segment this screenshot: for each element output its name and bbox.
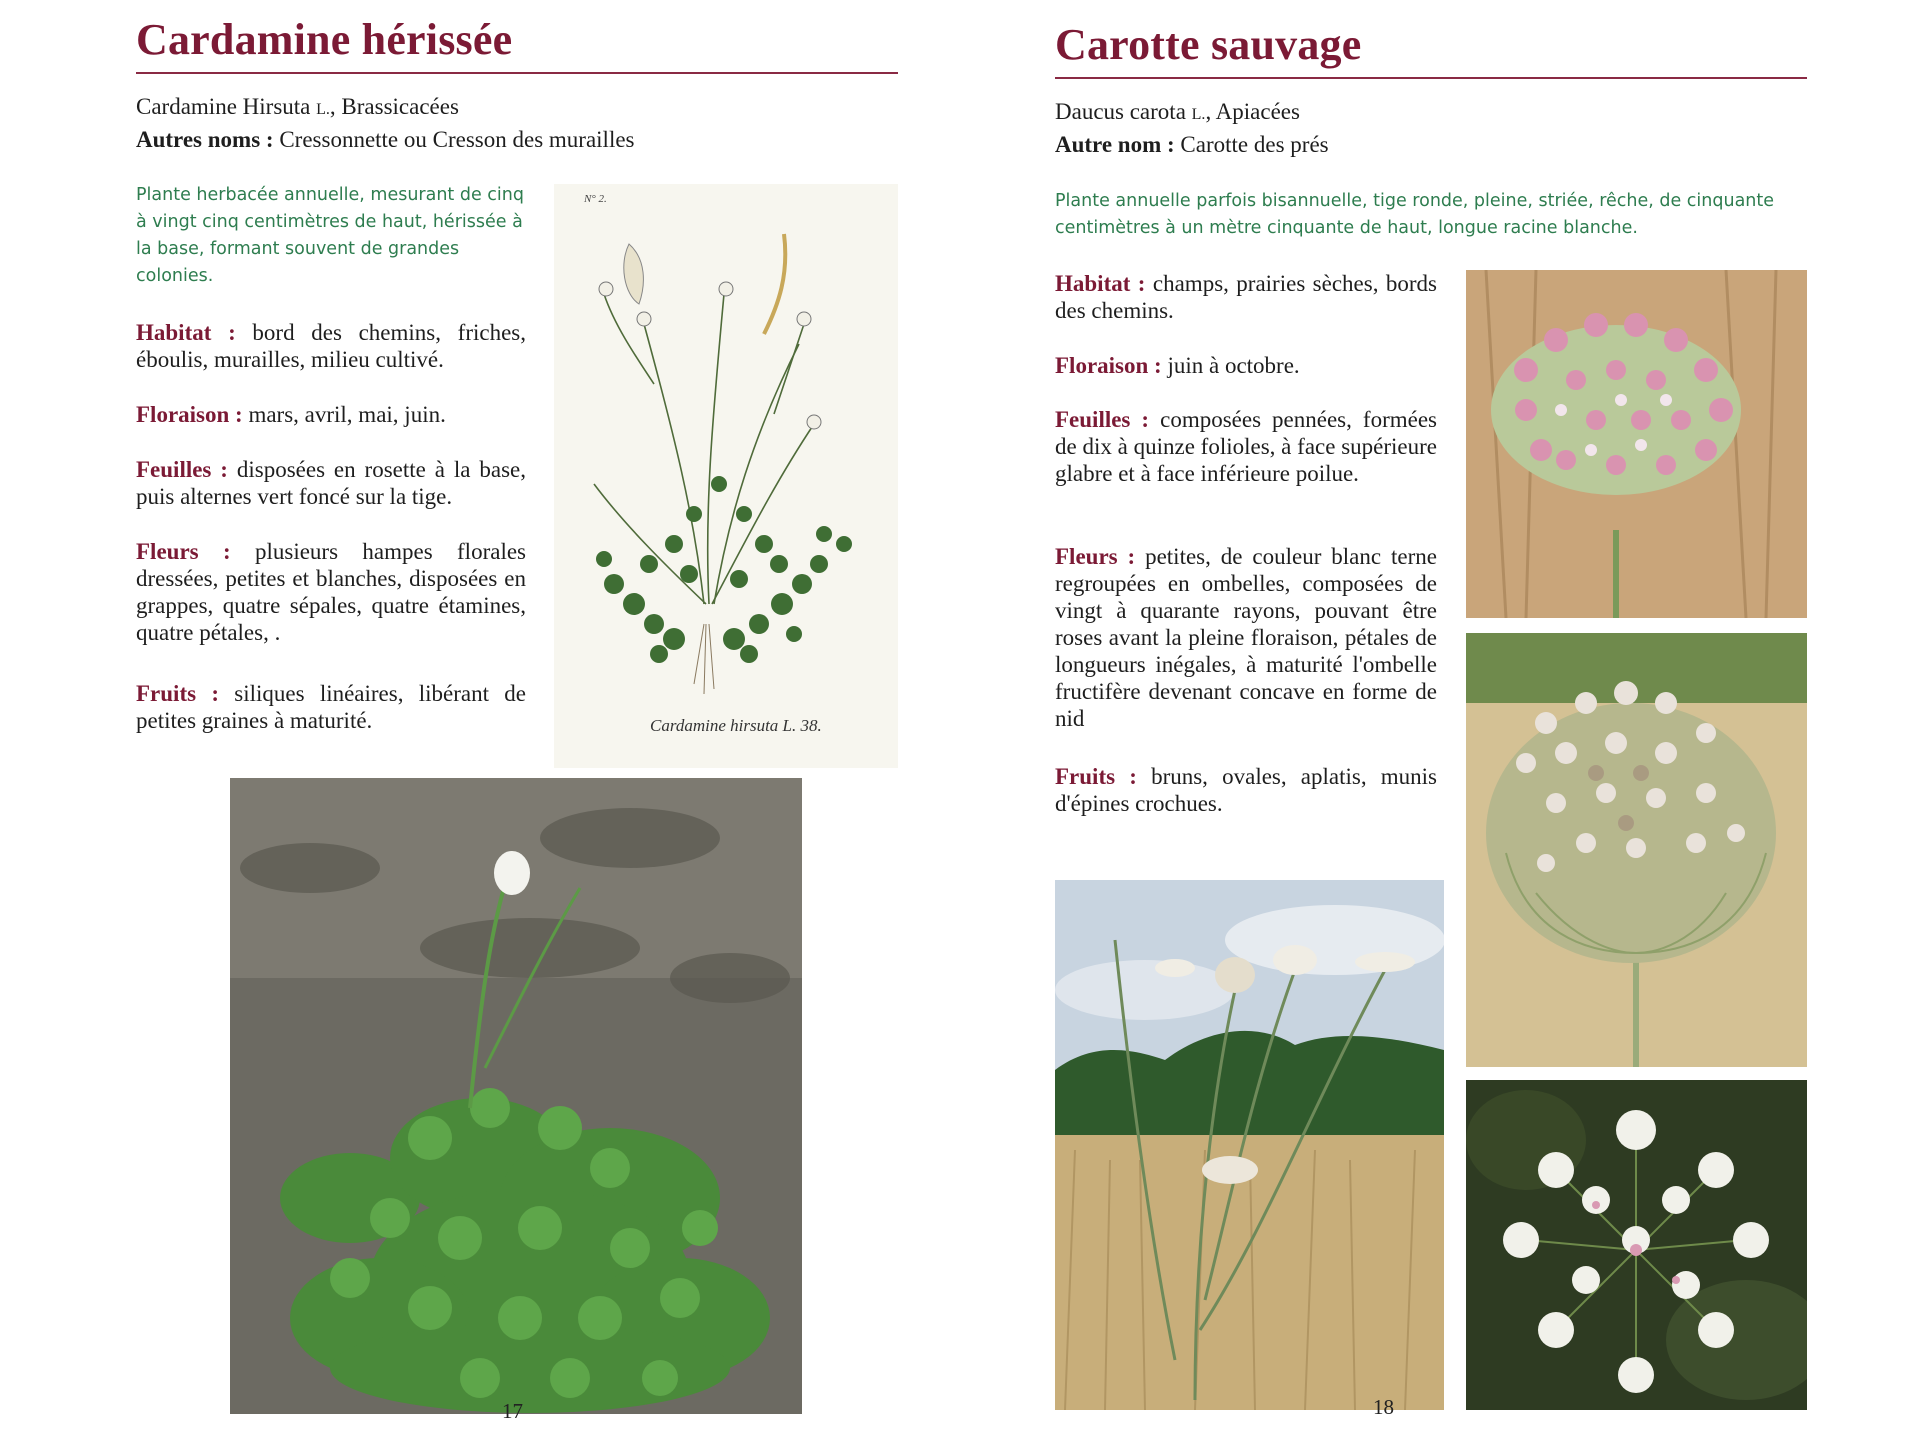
family: , Apiacées <box>1205 99 1300 124</box>
field-label: Floraison : <box>136 402 243 427</box>
field-text: mars, avril, mai, juin. <box>242 402 446 427</box>
photo-white-umbel-image <box>1466 1080 1807 1410</box>
page-title: Carotte sauvage <box>1055 20 1362 69</box>
field-habitat <box>136 319 526 373</box>
intro-paragraph: Plante annuelle parfois bisannuelle, tige ronde, pleine, striée, rêche, de cinquante centimètres à un mètre cinquante de haut, longue racine blanche. <box>1055 191 1775 238</box>
field-fruits <box>136 680 526 734</box>
other-names-label: Autre nom : <box>1055 132 1175 157</box>
field-label: Feuilles : <box>1055 407 1150 432</box>
field-text: champs, prairies sèches, bords des chemins. <box>1055 271 1437 323</box>
field-label: Fruits : <box>1055 764 1137 789</box>
right-page <box>960 0 1919 1440</box>
field-label: Habitat : <box>1055 271 1146 296</box>
scientific-name: Cardamine Hirsuta <box>136 94 311 119</box>
field-text: juin à octobre. <box>1161 353 1300 378</box>
field-fruits <box>1055 763 1437 817</box>
photo-pink-umbel-image <box>1466 270 1807 618</box>
field-text: composées pennées, formées de dix à quinze folioles, à face supérieure glabre et à face inférieure poilue. <box>1055 407 1437 486</box>
field-label: Fleurs : <box>1055 544 1136 569</box>
field-feuilles <box>136 456 526 510</box>
field-label: Habitat : <box>136 320 236 345</box>
page-number: 18 <box>1373 1395 1394 1419</box>
field-label: Fleurs : <box>136 539 231 564</box>
plant-photo-image <box>230 778 802 1414</box>
field-text: bord des chemins, friches, éboulis, murailles, milieu cultivé. <box>136 320 526 372</box>
field-fleurs <box>1055 543 1437 732</box>
field-feuilles <box>1055 406 1437 487</box>
field-text: plusieurs hampes florales dressées, petites et blanches, disposées en grappes, quatre sépales, quatre étamines, quatre pétales, . <box>136 539 526 645</box>
other-names <box>136 127 635 153</box>
plate-number: N° 2. <box>584 193 607 205</box>
field-label: Floraison : <box>1055 353 1162 378</box>
photo-fruiting-umbel-image <box>1466 633 1807 1067</box>
scientific-name-line <box>136 94 459 120</box>
author-abbr: L. <box>316 101 330 118</box>
plant-photo <box>230 778 802 1414</box>
title-rule <box>1055 77 1807 79</box>
other-names-label: Autres noms : <box>136 127 274 152</box>
other-names <box>1055 132 1329 158</box>
field-text: bruns, ovales, aplatis, munis d'épines crochues. <box>1055 764 1437 816</box>
field-label: Feuilles : <box>136 457 228 482</box>
photo-white-umbel <box>1466 1080 1807 1410</box>
other-names-value: Carotte des prés <box>1174 132 1329 157</box>
photo-field <box>1055 880 1444 1410</box>
title-rule <box>136 72 898 74</box>
photo-fruiting-umbel <box>1466 633 1807 1067</box>
family: , Brassicacées <box>329 94 459 119</box>
scientific-name: Daucus carota <box>1055 99 1186 124</box>
page-title: Cardamine hérissée <box>136 15 513 64</box>
field-label: Fruits : <box>136 681 219 706</box>
field-text: petites, de couleur blanc terne regroupées en ombelles, composées de vingt à quarante rayons, pouvant être roses avant la pleine floraison, pétales de longueurs inégales, à maturité l'ombelle fructifère devenant concave en forme de nid <box>1055 544 1437 731</box>
scientific-name-line <box>1055 99 1300 125</box>
field-habitat <box>1055 270 1437 324</box>
botanical-illustration <box>554 184 898 768</box>
photo-field-image <box>1055 880 1444 1410</box>
other-names-value: Cressonnette ou Cresson des murailles <box>273 127 635 152</box>
field-text: siliques linéaires, libérant de petites graines à maturité. <box>136 681 526 733</box>
intro-paragraph: Plante herbacée annuelle, mesurant de cinq à vingt cinq centimètres de haut, hérissée à la base, formant souvent de grandes colonies. <box>136 185 524 286</box>
field-floraison <box>1055 352 1437 379</box>
field-text: disposées en rosette à la base, puis alternes vert foncé sur la tige. <box>136 457 526 509</box>
illustration-caption: Cardamine hirsuta L. 38. <box>650 716 822 735</box>
photo-pink-umbel <box>1466 270 1807 618</box>
illustration-drawing <box>554 184 898 768</box>
author-abbr: L. <box>1191 106 1206 123</box>
field-fleurs <box>136 538 526 646</box>
page-number: 17 <box>502 1399 523 1423</box>
field-floraison <box>136 401 526 428</box>
